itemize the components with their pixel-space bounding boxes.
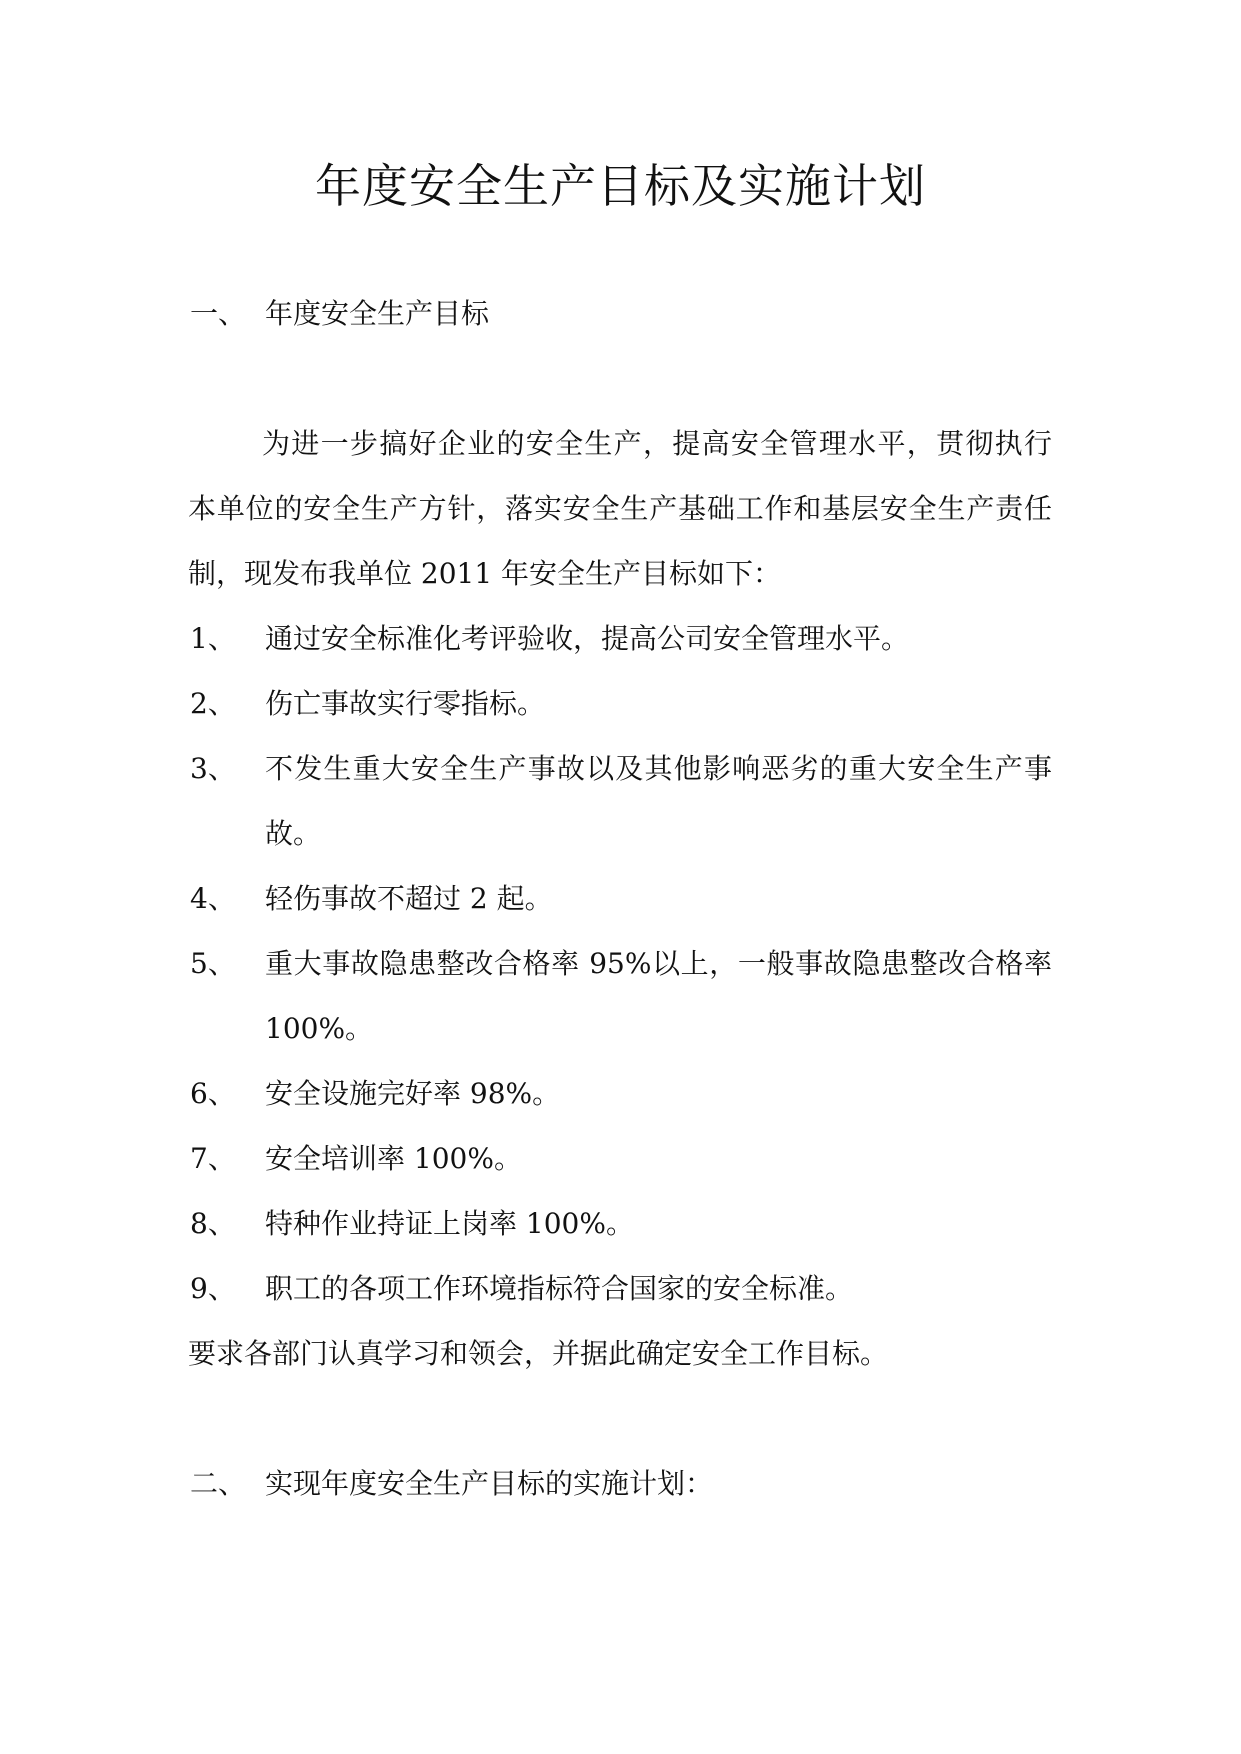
list-item-continuation: 故。	[265, 817, 322, 850]
list-item-number: 9、	[190, 1272, 236, 1305]
list-item-text: 安全培训率 100%。	[265, 1142, 522, 1175]
list-item-text: 安全设施完好率 98%。	[265, 1077, 561, 1110]
list-item-text: 重大事故隐患整改合格率 95%以上，一般事故隐患整改合格率	[265, 947, 1052, 980]
list-item-text: 职工的各项工作环境指标符合国家的安全标准。	[265, 1272, 854, 1305]
list-item-text: 轻伤事故不超过 2 起。	[265, 882, 553, 915]
document-title: 年度安全生产目标及实施计划	[315, 159, 926, 213]
intro-line-3: 制，现发布我单位 2011 年安全生产目标如下：	[188, 557, 782, 590]
list-item-number: 1、	[190, 622, 236, 655]
section1-heading: 年度安全生产目标	[265, 297, 490, 330]
list-item-number: 3、	[190, 752, 236, 785]
list-item-continuation: 100%。	[265, 1012, 374, 1045]
list-item-number: 5、	[190, 947, 236, 980]
list-item-number: 7、	[190, 1142, 236, 1175]
section2-marker: 二、	[190, 1467, 247, 1500]
list-item-text: 伤亡事故实行零指标。	[265, 687, 546, 720]
list-item-text: 通过安全标准化考评验收，提高公司安全管理水平。	[265, 622, 910, 655]
list-item-number: 8、	[190, 1207, 236, 1240]
list-item-text: 特种作业持证上岗率 100%。	[265, 1207, 634, 1240]
intro-line-1: 为进一步搞好企业的安全生产，提高安全管理水平，贯彻执行	[262, 427, 1052, 460]
list-item-number: 4、	[190, 882, 236, 915]
section2-heading: 实现年度安全生产目标的实施计划：	[265, 1467, 714, 1500]
list-item-number: 6、	[190, 1077, 236, 1110]
list-item-number: 2、	[190, 687, 236, 720]
closing-paragraph: 要求各部门认真学习和领会，并据此确定安全工作目标。	[188, 1337, 889, 1370]
list-item-text: 不发生重大安全生产事故以及其他影响恶劣的重大安全生产事	[265, 752, 1052, 785]
section1-marker: 一、	[190, 297, 247, 330]
intro-line-2: 本单位的安全生产方针，落实安全生产基础工作和基层安全生产责任	[188, 492, 1052, 525]
